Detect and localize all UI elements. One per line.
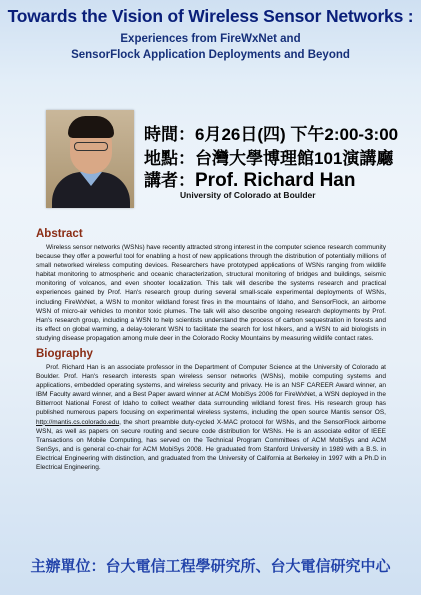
- biography-text-part1: Prof. Richard Han is an associate professor in the Department of Computer Science at the University of Colorado at Boulder. Prof. Han's research interests span wireless sensor networks (WSNs), mobile computing systems and applications, embedded operating systems, and wireless security and privacy. He is an NSF CAREER Award winner, an IBM Faculty award winner, and a Best Paper award winner at ACM MobiSys 2006 for FireWxNet, a WSN deployed in the Bitterroot National Forest of Idaho to collect weather data surrounding wildland forest fires. His research group has published numerous papers focusing on experimental wireless systems, including the open source Mantis sensor OS,: [36, 364, 386, 417]
- biography-heading: Biography: [36, 348, 93, 360]
- photo-hair: [68, 116, 114, 138]
- speaker-label: 講者：: [144, 171, 195, 190]
- biography-text-part2: , the short preamble duty-cycled X-MAC protocol for WSNs, and the SensorFlock airborne WSN, as well as papers on secure routing and secure code distribution for WSNs. He is an associate editor of IEEE Transactions on Mobile Computing, has served on the Technical Program Committees of ACM MobiSys and ACM SenSys, and is general co-chair for ACM MobiSys 2008. He graduated from Stanford University in 1989 with a B.S. in Electrical Engineering with distinction, and graduated from the University of California at Berkeley in 1997 with a Ph.D in Electrical Engineering.: [36, 418, 386, 472]
- mantis-link[interactable]: http://mantis.cs.colorado.edu: [36, 418, 120, 426]
- speaker-photo: [46, 110, 134, 208]
- organizers-footer: 主辦單位：台大電信工程學研究所、台大電信研究中心: [30, 558, 391, 575]
- speaker-affiliation: University of Colorado at Boulder: [180, 190, 316, 200]
- abstract-heading: Abstract: [36, 228, 83, 240]
- event-speaker: [144, 166, 355, 192]
- event-time: 時間：6月26日(四) 下午2:00-3:00: [144, 125, 399, 144]
- event-place: 地點：台灣大學博理館101演講廳: [144, 149, 394, 168]
- photo-glasses: [74, 142, 108, 151]
- poster-subtitle-line1: Experiences from FireWxNet and: [120, 33, 301, 45]
- abstract-text: Wireless sensor networks (WSNs) have recently attracted strong interest in the computer science research community because they offer a powerful tool for enabling a host of new applications through the distribution of potentially millions of small networked wireless computing devices. Researchers have prototyped applications of WSNs ranging from wildlife habitat monitoring to atmospheric and oceanic characterization, structural monitoring of bridges and buildings, seismic monitoring of volcanos, and even shooter localization. This talk will describe the systems research and practical experiences gained by Prof. Han's research group during several small-scale experimental deployments of WSNs, including FireWxNet, a WSN to monitor wildland forest fires in the mountains of Idaho, and SensorFlock, an airborne WSN of micro-air vehicles to monitor toxic plumes. The talk will also describe ongoing research deployments by Prof. Han's research group, including a WSN to help scientists understand the process of carbon sequestration in forests and its effect on global warming, a delay-tolerant WSN to facilitate the search for lost hikers, and a WSN to aid biologists in studying disease propagation among mule deer in the Colorado Rocky Mountains by measuring wildlife contact rates.: [36, 244, 386, 342]
- speaker-name: Prof. Richard Han: [195, 170, 356, 191]
- biography-text: [36, 363, 386, 472]
- poster-subtitle-line2: SensorFlock Application Deployments and Beyond: [71, 49, 350, 61]
- poster-title: Towards the Vision of Wireless Sensor Networks :: [7, 6, 414, 26]
